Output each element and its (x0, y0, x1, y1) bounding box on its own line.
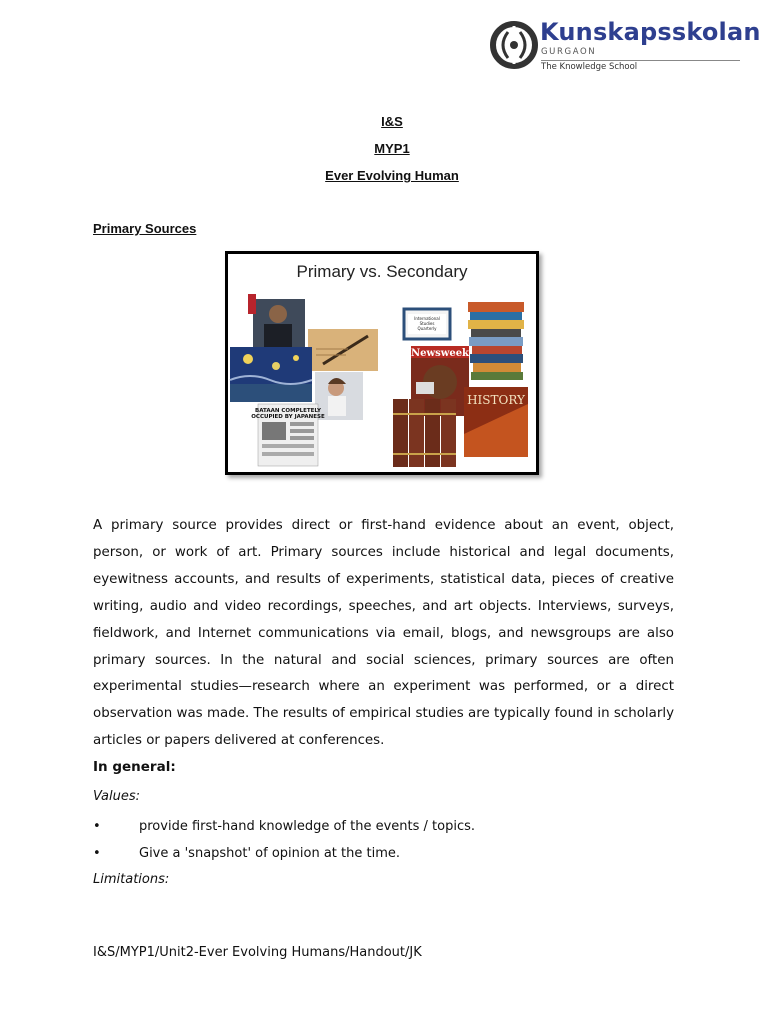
svg-text:Quarterly: Quarterly (417, 326, 437, 331)
figure-title: Primary vs. Secondary (296, 262, 468, 281)
svg-text:Studies: Studies (419, 321, 435, 326)
level-heading: MYP1 (374, 141, 410, 156)
bullet-icon: • (93, 819, 101, 834)
speaker-photo (248, 294, 305, 347)
page-footer: I&S/MYP1/Unit2-Ever Evolving Humans/Handout/JK (93, 945, 422, 960)
primary-secondary-image (225, 251, 539, 475)
history-book-photo (464, 387, 528, 457)
in-general-heading: In general: (93, 759, 176, 775)
bullet-text: provide first-hand knowledge of the events / topics. (139, 819, 476, 834)
svg-text:International: International (414, 316, 440, 321)
svg-text:OCCUPIED BY JAPANESE: OCCUPIED BY JAPANESE (251, 414, 325, 420)
bullet-text: Give a 'snapshot' of opinion at the time. (139, 846, 401, 861)
section-title: Primary Sources (93, 221, 197, 236)
logo-mark-icon (490, 16, 542, 74)
svg-text:BATAAN COMPLETELY: BATAAN COMPLETELY (255, 408, 321, 414)
limitations-label: Limitations: (93, 872, 170, 887)
newspaper-photo (251, 404, 325, 466)
bullet-icon: • (93, 846, 101, 861)
school-logo (490, 14, 761, 76)
pen-paper-photo (308, 329, 378, 371)
logo-name: Kunskapsskolan (540, 18, 761, 46)
collage-graphic (228, 254, 536, 472)
subject-heading: I&S (381, 114, 403, 129)
journal-photo (404, 309, 450, 339)
values-label: Values: (93, 789, 141, 804)
book-stack-photo (468, 302, 524, 380)
logo-divider (541, 60, 740, 61)
painting-photo (230, 347, 312, 402)
woman-photo (315, 372, 363, 420)
primary-source-paragraph: A primary source provides direct or first-hand evidence about an event, object, person, or work of art. Primary sources include historical and legal documents, eyewitness accounts, and results of experiments, statistical data, pieces of creative writing, audio and video recordings, speeches, and art objects. Interviews, surveys, fieldwork, and Internet communications via email, blogs, and newsgroups are also primary sources. In the natural and social sciences, primary sources are often experimental studies—research where an experiment was performed, or a direct observation was made. The results of empirical studies are typically found in scholarly articles or papers delivered at conferences. (93, 518, 674, 749)
logo-city: GURGAON (541, 47, 597, 57)
svg-text:HISTORY: HISTORY (467, 393, 525, 407)
svg-text:Newsweek: Newsweek (410, 348, 470, 359)
unit-heading: Ever Evolving Human (325, 168, 459, 183)
logo-tagline: The Knowledge School (541, 62, 638, 72)
